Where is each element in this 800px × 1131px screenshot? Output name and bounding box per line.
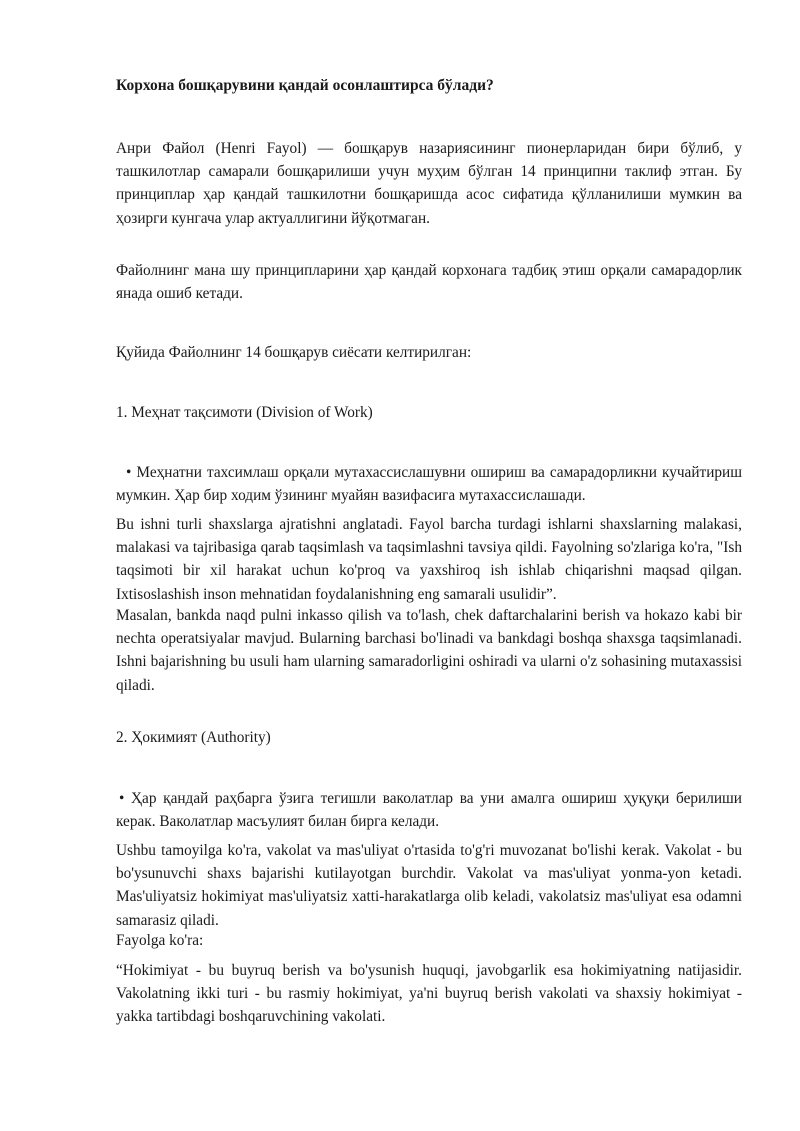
section2-paragraph-3: “Hokimiyat - bu buyruq berish va bo'ysunish huquqi, javobgarlik esa hokimiyatning natijasidir. Vakolatning ikki turi - bu rasmiy hokimiyat, ya'ni buyruq berish vakolati va shaxsiy hokimiyat - yakka tartibdagi boshqaruvchining vakolati.: [116, 962, 742, 1026]
section2-bullet: • Ҳар қандай раҳбарга ўзига тегишли ваколатлар ва уни амалга ошириш ҳуқуқи берилиши керак. Ваколатлар масъулият билан бирга келади.: [116, 790, 742, 831]
document-title: Корхона бошқарувини қандай осонлаштирса бўлади?: [116, 77, 494, 94]
list-intro: Қуйида Файолнинг 14 бошқарув сиёсати келтирилган:: [116, 344, 472, 361]
section-heading-division-of-work: 1. Меҳнат тақсимоти (Division of Work): [116, 404, 373, 421]
section1-bullet: • Меҳнатни тахсимлаш орқали мутахассислашувни ошириш ва самарадорликни кучайтириш мумкин. Ҳар бир ходим ўзининг муайян вазифасига мутахассислашади.: [116, 464, 742, 505]
section-heading-authority: 2. Ҳокимият (Authority): [116, 729, 271, 746]
section1-paragraph-1: Bu ishni turli shaxslarga ajratishni anglatadi. Fayol barcha turdagi ishlarni shaxslarning malakasi, malakasi va tajribasiga qarab taqsimlash va taqsimlashni tavsiya qildi. Fayolning so'zlariga ko'ra, "Ish taqsimoti bir xil harakat uchun ko'proq va yaxshiroq ish ishlab chiqarishni maqsad qilgan. Ixtisoslashish inson mehnatidan foydalanishning eng samarali usulidir”.: [116, 516, 742, 603]
section2-paragraph-1: Ushbu tamoyilga ko'ra, vakolat va mas'uliyat o'rtasida to'g'ri muvozanat bo'lishi kerak. Vakolat - bu bo'ysunuvchi shaxs bajarishi kutilayotgan burchdir. Vakolat va mas'uliyat yonma-yon ketadi. Mas'uliyatsiz hokimiyat mas'uliyatsiz xatti-harakatlarga olib keladi, vakolatsiz mas'uliyat esa odamni samarasiz qiladi.: [116, 842, 742, 929]
intro-paragraph: Анри Файол (Henri Fayol) — бошқарув назариясининг пионерларидан бири бўлиб, у ташкилотлар самарали бошқарилиши учун муҳим бўлган 14 принципни таклиф этган. Бу принциплар ҳар қандай ташкилотни бошқаришда асос сифатида қўлланилиши мумкин ва ҳозирги кунгача улар актуаллигини йўқотмаган.: [116, 140, 742, 227]
section1-paragraph-2: Masalan, bankda naqd pulni inkasso qilish va to'lash, chek daftarchalarini berish va hokazo kabi bir nechta operatsiyalar mavjud. Bularning barchasi bo'linadi va bankdagi boshqa shaxsga taqsimlanadi. Ishni bajarishning bu usuli ham ularning samaradorligini oshiradi va ularni o'z sohasining mutaxassisi qiladi.: [116, 607, 742, 694]
section2-paragraph-2: Fayolga ko'ra:: [116, 932, 204, 949]
efficiency-paragraph: Файолнинг мана шу принципларини ҳар қандай корхонага тадбиқ этиш орқали самарадорлик янада ошиб кетади.: [116, 262, 742, 303]
